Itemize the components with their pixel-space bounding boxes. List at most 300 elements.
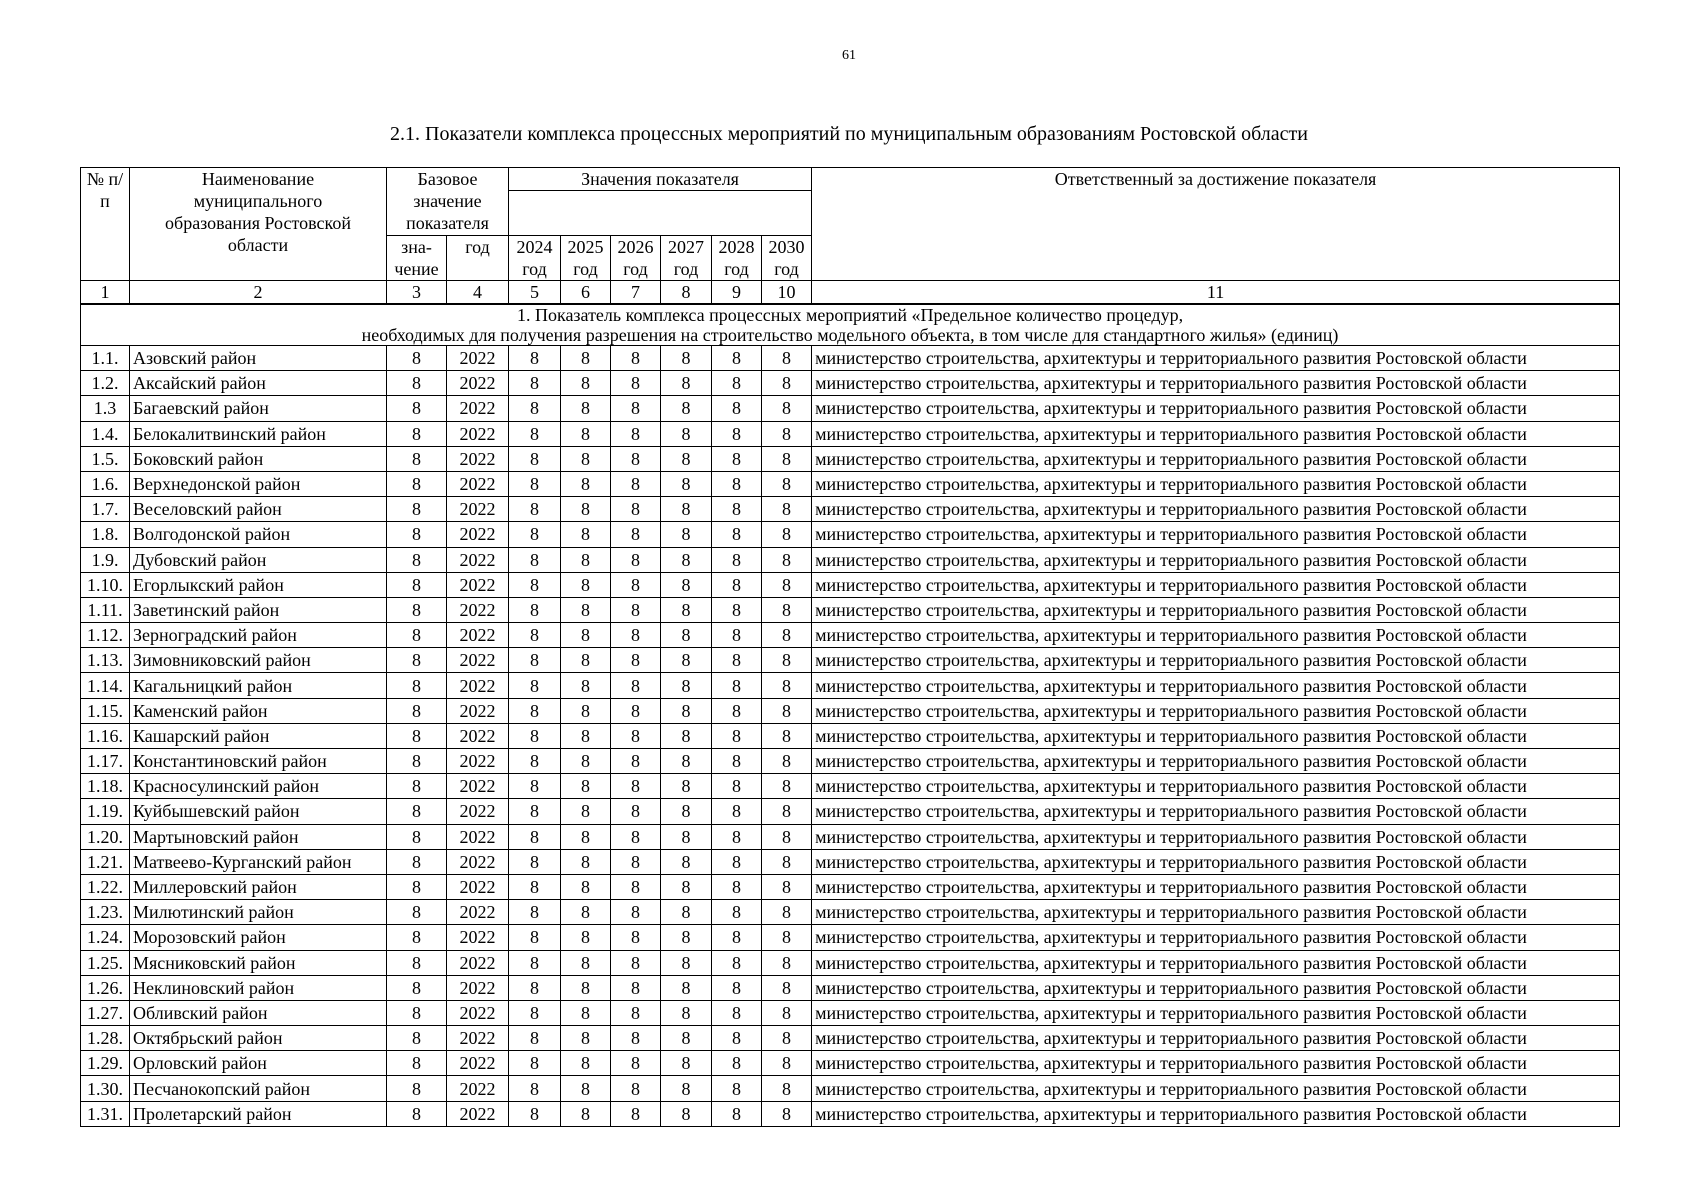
value-2026: 8 [611, 723, 661, 748]
value-2025: 8 [561, 749, 611, 774]
value-2030: 8 [762, 1026, 812, 1051]
base-value: 8 [387, 698, 447, 723]
table-row [81, 749, 1620, 774]
value-2026: 8 [611, 421, 661, 446]
value-2024: 8 [509, 1026, 561, 1051]
responsible-body: министерство строительства, архитектуры и территориального развития Ростовской области [812, 673, 1620, 698]
base-value: 8 [387, 774, 447, 799]
table-row [81, 1076, 1620, 1101]
value-2028: 8 [712, 849, 762, 874]
responsible-body: министерство строительства, архитектуры и территориального развития Ростовской области [812, 824, 1620, 849]
base-year: 2022 [447, 1026, 509, 1051]
municipality-name: Орловский район [130, 1051, 387, 1076]
value-2024: 8 [509, 371, 561, 396]
base-year: 2022 [447, 648, 509, 673]
value-2027: 8 [661, 1000, 712, 1025]
value-2026: 8 [611, 975, 661, 1000]
value-2027: 8 [661, 824, 712, 849]
value-2024: 8 [509, 1051, 561, 1076]
value-2026: 8 [611, 547, 661, 572]
value-2025: 8 [561, 900, 611, 925]
responsible-body: министерство строительства, архитектуры и территориального развития Ростовской области [812, 950, 1620, 975]
value-2024: 8 [509, 572, 561, 597]
value-2027: 8 [661, 749, 712, 774]
value-2024: 8 [509, 1076, 561, 1101]
table-row [81, 623, 1620, 648]
responsible-body: министерство строительства, архитектуры и территориального развития Ростовской области [812, 547, 1620, 572]
column-number-1: 1 [81, 281, 130, 305]
value-2026: 8 [611, 1076, 661, 1101]
table-row [81, 874, 1620, 899]
value-2024: 8 [509, 799, 561, 824]
value-2026: 8 [611, 950, 661, 975]
row-number: 1.10. [81, 572, 130, 597]
base-year: 2022 [447, 471, 509, 496]
responsible-body: министерство строительства, архитектуры и территориального развития Ростовской области [812, 597, 1620, 622]
base-value: 8 [387, 597, 447, 622]
value-2027: 8 [661, 774, 712, 799]
table-row [81, 522, 1620, 547]
value-2025: 8 [561, 673, 611, 698]
base-value: 8 [387, 1026, 447, 1051]
value-2030: 8 [762, 446, 812, 471]
responsible-body: министерство строительства, архитектуры и территориального развития Ростовской области [812, 572, 1620, 597]
base-value: 8 [387, 547, 447, 572]
column-number-2: 2 [130, 281, 387, 305]
value-2024: 8 [509, 346, 561, 371]
value-2025: 8 [561, 471, 611, 496]
value-2027: 8 [661, 597, 712, 622]
value-2025: 8 [561, 522, 611, 547]
value-2028: 8 [712, 673, 762, 698]
responsible-body: министерство строительства, архитектуры и территориального развития Ростовской области [812, 421, 1620, 446]
municipality-name: Азовский район [130, 346, 387, 371]
base-year: 2022 [447, 623, 509, 648]
table-row [81, 824, 1620, 849]
base-value: 8 [387, 723, 447, 748]
header-values: Значения показателя [509, 168, 812, 191]
value-2028: 8 [712, 1051, 762, 1076]
value-2024: 8 [509, 1000, 561, 1025]
value-2030: 8 [762, 698, 812, 723]
value-2028: 8 [712, 497, 762, 522]
municipality-name: Каменский район [130, 698, 387, 723]
base-value: 8 [387, 749, 447, 774]
table-row [81, 698, 1620, 723]
base-year: 2022 [447, 547, 509, 572]
row-number: 1.8. [81, 522, 130, 547]
value-2024: 8 [509, 900, 561, 925]
responsible-body: министерство строительства, архитектуры и территориального развития Ростовской области [812, 1026, 1620, 1051]
column-number-10: 10 [762, 281, 812, 305]
value-2028: 8 [712, 371, 762, 396]
value-2030: 8 [762, 950, 812, 975]
value-2028: 8 [712, 1076, 762, 1101]
value-2030: 8 [762, 547, 812, 572]
responsible-body: министерство строительства, архитектуры и территориального развития Ростовской области [812, 1101, 1620, 1126]
row-number: 1.31. [81, 1101, 130, 1126]
base-value: 8 [387, 371, 447, 396]
value-2030: 8 [762, 597, 812, 622]
value-2028: 8 [712, 396, 762, 421]
base-value: 8 [387, 1000, 447, 1025]
value-2027: 8 [661, 849, 712, 874]
base-year: 2022 [447, 749, 509, 774]
value-2030: 8 [762, 975, 812, 1000]
value-2030: 8 [762, 824, 812, 849]
responsible-body: министерство строительства, архитектуры и территориального развития Ростовской области [812, 799, 1620, 824]
value-2028: 8 [712, 975, 762, 1000]
table-row [81, 471, 1620, 496]
responsible-body: министерство строительства, архитектуры и территориального развития Ростовской области [812, 774, 1620, 799]
value-2025: 8 [561, 723, 611, 748]
value-2025: 8 [561, 623, 611, 648]
value-2024: 8 [509, 1101, 561, 1126]
responsible-body: министерство строительства, архитектуры и территориального развития Ростовской области [812, 698, 1620, 723]
value-2026: 8 [611, 648, 661, 673]
base-value: 8 [387, 900, 447, 925]
row-number: 1.26. [81, 975, 130, 1000]
responsible-body: министерство строительства, архитектуры и территориального развития Ростовской области [812, 1051, 1620, 1076]
value-2030: 8 [762, 799, 812, 824]
value-2030: 8 [762, 421, 812, 446]
column-number-row [81, 281, 1620, 305]
value-2025: 8 [561, 824, 611, 849]
municipality-name: Аксайский район [130, 371, 387, 396]
value-2025: 8 [561, 572, 611, 597]
indicators-table [80, 167, 1620, 1127]
value-2024: 8 [509, 497, 561, 522]
municipality-name: Мясниковский район [130, 950, 387, 975]
municipality-name: Веселовский район [130, 497, 387, 522]
column-number-8: 8 [661, 281, 712, 305]
table-row [81, 1101, 1620, 1126]
responsible-body: министерство строительства, архитектуры и территориального развития Ростовской области [812, 749, 1620, 774]
value-2025: 8 [561, 698, 611, 723]
value-2026: 8 [611, 396, 661, 421]
value-2024: 8 [509, 623, 561, 648]
table-row [81, 950, 1620, 975]
base-value: 8 [387, 471, 447, 496]
value-2030: 8 [762, 1051, 812, 1076]
base-value: 8 [387, 1101, 447, 1126]
value-2028: 8 [712, 723, 762, 748]
value-2025: 8 [561, 396, 611, 421]
municipality-name: Матвеево-Курганский район [130, 849, 387, 874]
responsible-body: министерство строительства, архитектуры и территориального развития Ростовской области [812, 1000, 1620, 1025]
municipality-name: Багаевский район [130, 396, 387, 421]
value-2025: 8 [561, 1101, 611, 1126]
table-row [81, 1026, 1620, 1051]
base-year: 2022 [447, 849, 509, 874]
municipality-name: Пролетарский район [130, 1101, 387, 1126]
value-2027: 8 [661, 471, 712, 496]
value-2030: 8 [762, 849, 812, 874]
value-2028: 8 [712, 547, 762, 572]
value-2024: 8 [509, 698, 561, 723]
base-value: 8 [387, 572, 447, 597]
value-2030: 8 [762, 497, 812, 522]
value-2026: 8 [611, 471, 661, 496]
column-number-7: 7 [611, 281, 661, 305]
value-2024: 8 [509, 824, 561, 849]
base-year: 2022 [447, 774, 509, 799]
value-2024: 8 [509, 749, 561, 774]
header-num: № п/п [81, 168, 130, 281]
base-value: 8 [387, 497, 447, 522]
row-number: 1.16. [81, 723, 130, 748]
header-values-spacer [509, 191, 812, 236]
table-row [81, 1051, 1620, 1076]
column-number-6: 6 [561, 281, 611, 305]
value-2027: 8 [661, 950, 712, 975]
value-2026: 8 [611, 497, 661, 522]
value-2024: 8 [509, 874, 561, 899]
value-2024: 8 [509, 648, 561, 673]
row-number: 1.15. [81, 698, 130, 723]
value-2025: 8 [561, 925, 611, 950]
base-year: 2022 [447, 673, 509, 698]
value-2026: 8 [611, 698, 661, 723]
municipality-name: Кашарский район [130, 723, 387, 748]
municipality-name: Красносулинский район [130, 774, 387, 799]
row-number: 1.5. [81, 446, 130, 471]
responsible-body: министерство строительства, архитектуры и территориального развития Ростовской области [812, 446, 1620, 471]
value-2028: 8 [712, 648, 762, 673]
row-number: 1.30. [81, 1076, 130, 1101]
header-year-4: 2027 год [661, 236, 712, 281]
responsible-body: министерство строительства, архитектуры и территориального развития Ростовской области [812, 900, 1620, 925]
value-2028: 8 [712, 522, 762, 547]
row-number: 1.22. [81, 874, 130, 899]
base-year: 2022 [447, 396, 509, 421]
base-year: 2022 [447, 421, 509, 446]
base-year: 2022 [447, 874, 509, 899]
municipality-name: Октябрьский район [130, 1026, 387, 1051]
municipality-name: Верхнедонской район [130, 471, 387, 496]
value-2027: 8 [661, 346, 712, 371]
value-2024: 8 [509, 673, 561, 698]
value-2028: 8 [712, 925, 762, 950]
value-2026: 8 [611, 1000, 661, 1025]
base-year: 2022 [447, 1051, 509, 1076]
row-number: 1.3 [81, 396, 130, 421]
table-row [81, 849, 1620, 874]
value-2030: 8 [762, 471, 812, 496]
header-row-1 [81, 168, 1620, 191]
municipality-name: Дубовский район [130, 547, 387, 572]
header-year-5: 2028 год [712, 236, 762, 281]
value-2024: 8 [509, 547, 561, 572]
value-2026: 8 [611, 371, 661, 396]
base-year: 2022 [447, 497, 509, 522]
table-row [81, 723, 1620, 748]
base-value: 8 [387, 925, 447, 950]
base-value: 8 [387, 849, 447, 874]
base-year: 2022 [447, 1076, 509, 1101]
base-year: 2022 [447, 723, 509, 748]
value-2026: 8 [611, 623, 661, 648]
municipality-name: Неклиновский район [130, 975, 387, 1000]
value-2026: 8 [611, 446, 661, 471]
header-year-2: 2025 год [561, 236, 611, 281]
value-2027: 8 [661, 1101, 712, 1126]
section-row [81, 304, 1620, 346]
value-2027: 8 [661, 1076, 712, 1101]
row-number: 1.9. [81, 547, 130, 572]
value-2030: 8 [762, 572, 812, 597]
value-2028: 8 [712, 446, 762, 471]
header-name: Наименование муниципального образования Ростовской области [130, 168, 387, 281]
value-2027: 8 [661, 497, 712, 522]
row-number: 1.21. [81, 849, 130, 874]
value-2030: 8 [762, 749, 812, 774]
base-value: 8 [387, 673, 447, 698]
value-2030: 8 [762, 371, 812, 396]
base-value: 8 [387, 396, 447, 421]
value-2026: 8 [611, 749, 661, 774]
value-2028: 8 [712, 572, 762, 597]
value-2028: 8 [712, 623, 762, 648]
row-number: 1.13. [81, 648, 130, 673]
value-2026: 8 [611, 900, 661, 925]
municipality-name: Егорлыкский район [130, 572, 387, 597]
value-2026: 8 [611, 799, 661, 824]
value-2030: 8 [762, 723, 812, 748]
value-2028: 8 [712, 346, 762, 371]
value-2025: 8 [561, 421, 611, 446]
value-2024: 8 [509, 446, 561, 471]
table-row [81, 497, 1620, 522]
row-number: 1.20. [81, 824, 130, 849]
value-2027: 8 [661, 723, 712, 748]
value-2025: 8 [561, 597, 611, 622]
responsible-body: министерство строительства, архитектуры и территориального развития Ростовской области [812, 522, 1620, 547]
municipality-name: Обливский район [130, 1000, 387, 1025]
value-2028: 8 [712, 900, 762, 925]
table-row [81, 774, 1620, 799]
row-number: 1.27. [81, 1000, 130, 1025]
row-number: 1.4. [81, 421, 130, 446]
value-2025: 8 [561, 799, 611, 824]
responsible-body: министерство строительства, архитектуры и территориального развития Ростовской области [812, 623, 1620, 648]
value-2026: 8 [611, 1026, 661, 1051]
column-number-3: 3 [387, 281, 447, 305]
table-row [81, 421, 1620, 446]
header-base-year: год [447, 236, 509, 281]
table-row [81, 925, 1620, 950]
value-2026: 8 [611, 774, 661, 799]
table-row [81, 799, 1620, 824]
table-row [81, 975, 1620, 1000]
base-value: 8 [387, 824, 447, 849]
base-year: 2022 [447, 824, 509, 849]
value-2025: 8 [561, 1026, 611, 1051]
row-number: 1.25. [81, 950, 130, 975]
value-2026: 8 [611, 849, 661, 874]
value-2024: 8 [509, 774, 561, 799]
base-year: 2022 [447, 925, 509, 950]
municipality-name: Миллеровский район [130, 874, 387, 899]
value-2026: 8 [611, 874, 661, 899]
row-number: 1.28. [81, 1026, 130, 1051]
row-number: 1.17. [81, 749, 130, 774]
value-2028: 8 [712, 774, 762, 799]
table-row [81, 396, 1620, 421]
base-year: 2022 [447, 698, 509, 723]
responsible-body: министерство строительства, архитектуры и территориального развития Ростовской области [812, 975, 1620, 1000]
value-2027: 8 [661, 396, 712, 421]
section-title [81, 304, 1620, 346]
value-2028: 8 [712, 749, 762, 774]
table-row [81, 346, 1620, 371]
table-row [81, 597, 1620, 622]
base-year: 2022 [447, 522, 509, 547]
column-number-4: 4 [447, 281, 509, 305]
value-2030: 8 [762, 648, 812, 673]
table-row [81, 371, 1620, 396]
value-2025: 8 [561, 547, 611, 572]
value-2027: 8 [661, 1051, 712, 1076]
base-value: 8 [387, 421, 447, 446]
base-year: 2022 [447, 597, 509, 622]
value-2025: 8 [561, 446, 611, 471]
base-year: 2022 [447, 975, 509, 1000]
municipality-name: Морозовский район [130, 925, 387, 950]
value-2027: 8 [661, 799, 712, 824]
table-row [81, 1000, 1620, 1025]
base-value: 8 [387, 1076, 447, 1101]
responsible-body: министерство строительства, архитектуры и территориального развития Ростовской области [812, 396, 1620, 421]
municipality-name: Заветинский район [130, 597, 387, 622]
value-2028: 8 [712, 1101, 762, 1126]
responsible-body: министерство строительства, архитектуры и территориального развития Ростовской области [812, 371, 1620, 396]
table-row [81, 572, 1620, 597]
municipality-name: Песчанокопский район [130, 1076, 387, 1101]
value-2028: 8 [712, 799, 762, 824]
base-value: 8 [387, 1051, 447, 1076]
value-2024: 8 [509, 849, 561, 874]
responsible-body: министерство строительства, архитектуры и территориального развития Ростовской области [812, 925, 1620, 950]
base-value: 8 [387, 874, 447, 899]
value-2030: 8 [762, 900, 812, 925]
value-2024: 8 [509, 975, 561, 1000]
municipality-name: Зерноградский район [130, 623, 387, 648]
value-2027: 8 [661, 421, 712, 446]
base-value: 8 [387, 522, 447, 547]
base-year: 2022 [447, 346, 509, 371]
base-value: 8 [387, 346, 447, 371]
municipality-name: Константиновский район [130, 749, 387, 774]
value-2028: 8 [712, 874, 762, 899]
value-2028: 8 [712, 950, 762, 975]
municipality-name: Зимовниковский район [130, 648, 387, 673]
row-number: 1.19. [81, 799, 130, 824]
value-2027: 8 [661, 874, 712, 899]
value-2030: 8 [762, 1076, 812, 1101]
value-2030: 8 [762, 774, 812, 799]
base-value: 8 [387, 648, 447, 673]
value-2026: 8 [611, 597, 661, 622]
value-2025: 8 [561, 774, 611, 799]
row-number: 1.1. [81, 346, 130, 371]
value-2030: 8 [762, 346, 812, 371]
value-2027: 8 [661, 547, 712, 572]
table-row [81, 547, 1620, 572]
responsible-body: министерство строительства, архитектуры и территориального развития Ростовской области [812, 497, 1620, 522]
base-year: 2022 [447, 900, 509, 925]
value-2028: 8 [712, 421, 762, 446]
